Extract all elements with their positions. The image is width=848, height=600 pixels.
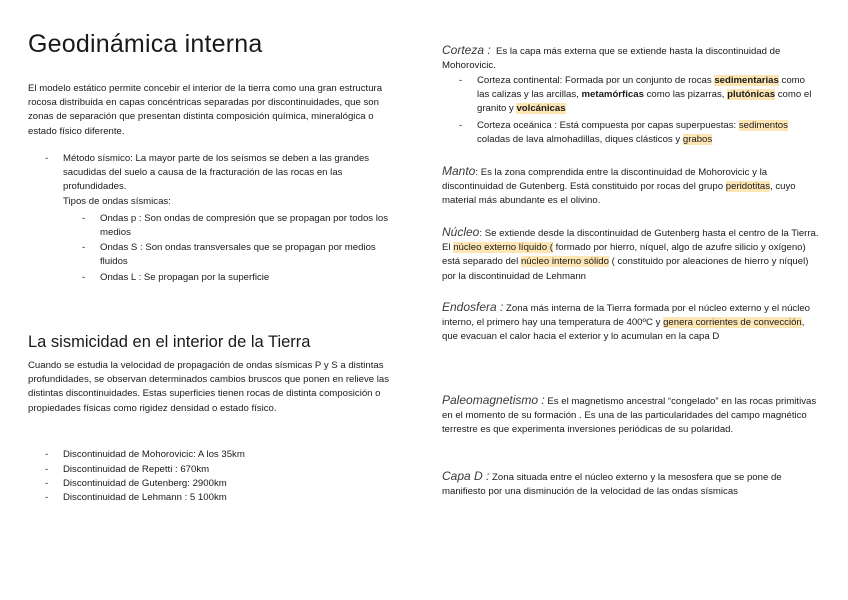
discontinuidad-item: Discontinuidad de Gutenberg: 2900km [63,478,227,489]
nucleo-text: formado por hierro, níquel, algo de azufre silicio y oxígeno) está separado del [442,242,806,268]
bullet-dash: - [45,478,49,489]
sismicidad-paragraph: Cuando se estudia la velocidad de propagación de ondas sísmicas P y S a distintas profundidades, se observan determinados cambios bruscos que ponen en relieve las distintas discontinuidades. Estas superficies tienen rocas de distinta composición o propiedades físicas como rigidez densidad o estado físico. [28,360,390,414]
hl-corrientes-conveccion: genera corrientes de convección [663,317,802,329]
hl-plutonicas: plutónicas [727,89,776,101]
corteza-block [442,43,820,73]
bullet-dash: - [459,75,463,86]
hl-peridotitas: peridotitas [725,181,770,193]
tipos-ondas-label: Tipos de ondas sísmicas: [63,196,171,207]
nucleo-text: ( constituido por aleaciones de hierro y níquel) por la discontinuidad de Lehmann [442,256,809,282]
manto-block [442,164,820,209]
endosfera-text: , que evacuan el calor hacia el exterior y lo acumulan en la capa D [442,317,805,343]
capa-d-block [442,469,820,499]
capa-d-term: Capa D : [442,469,490,483]
corteza-text: Es la capa más externa que se extiende hasta la discontinuidad de Mohorovicic. [442,46,781,72]
paleomagnetismo-block [442,393,820,438]
cc-text: como las pizarras, [646,89,725,101]
manto-term: Manto [442,164,476,178]
corteza-oceanica-item [477,119,822,147]
discontinuidad-item: Discontinuidad de Lehmann : 5 100km [63,492,227,503]
capa-d-text: Zona situada entre el núcleo externo y la mesosfera que se pone de manifiesto por una disminución de la velocidad de las ondas sísmicas [442,472,782,498]
paleomagnetismo-term: Paleomagnetismo : [442,393,545,407]
bullet-dash: - [45,464,49,475]
bullet-dash: - [45,153,49,164]
co-text: coladas de lava almohadillas, diques clásticos y [477,134,681,146]
manto-text: , cuyo material más abundante es el olivino. [442,181,796,207]
bullet-dash: - [82,272,86,283]
manto-text: : Es la zona comprendida entre la discontinuidad de Mohorovicic y la discontinuidad de Gutenberg. Está constituido por rocas del grupo [442,167,768,193]
cc-text: como el granito y [477,89,812,115]
hl-volcanicas: volcánicas [516,103,566,115]
hl-sedimentos: sedimentos [738,120,788,131]
endosfera-term: Endosfera : [442,300,504,314]
nucleo-block [442,225,820,284]
page-title: Geodinámica interna [28,30,263,58]
hl-nucleo-interno: núcleo interno sólido [520,256,609,268]
corteza-term: Corteza : [442,43,491,57]
bullet-dash: - [45,492,49,503]
discontinuidad-item: Discontinuidad de Mohorovicic: A los 35km [63,449,245,460]
onda-p-item: Ondas p : Son ondas de compresión que se propagan por todos los medios [100,213,389,239]
cc-text: Corteza continental: Formada por un conjunto de rocas [477,75,712,86]
onda-s-item: Ondas S : Son ondas transversales que se propagan por medios fluidos [100,242,376,268]
metodo-sismico-text: Método sísmico: La mayor parte de los seísmos se deben a las grandes sacudidas del suelo a causa de la fracturación de las rocas en las profundidades. [63,153,370,193]
hl-nucleo-externo: núcleo externo líquido ( [453,242,553,254]
hl-sedimentarias: sedimentarias [714,75,779,86]
bullet-dash: - [82,242,86,253]
nucleo-term: Núcleo [442,225,480,239]
endosfera-text: Zona más interna de la Tierra formada por el núcleo externo y el núcleo interno, el primero hay una temperatura de 400ºC y [442,303,811,329]
onda-l-item: Ondas L : Se propagan por la superficie [100,272,270,283]
corteza-continental-item [477,74,817,117]
cc-text: como las calizas y las arcillas, [477,75,805,101]
endosfera-block [442,300,820,345]
bullet-dash: - [82,213,86,224]
term-metamorficas: metamórficas [581,89,644,101]
paleomagnetismo-text: Es el magnetismo ancestral “congelado” en las rocas primitivas en el momento de su formación . Es una de las particularidades del campo magnético terrestre es que experimenta inversiones periódicas de su polaridad. [442,396,817,436]
intro-paragraph: El modelo estático permite concebir el interior de la tierra como una gran estructura rocosa distribuida en capas concéntricas separadas por discontinuidades, que son zonas de separación que presentan distinta composición química, mineralógica o estado físico diferente. [28,83,383,137]
hl-grabos: grabos [682,134,713,146]
nucleo-text: : Se extiende desde la discontinuidad de Gutenberg hasta el centro de la Tierra. El [442,228,819,254]
section-sismicidad-title: La sismicidad en el interior de la Tierra [28,333,311,351]
bullet-dash: - [459,120,463,131]
bullet-dash: - [45,449,49,460]
co-text: Corteza oceánica : Está compuesta por capas superpuestas: [477,120,737,131]
discontinuidad-item: Discontinuidad de Repetti : 670km [63,464,210,475]
